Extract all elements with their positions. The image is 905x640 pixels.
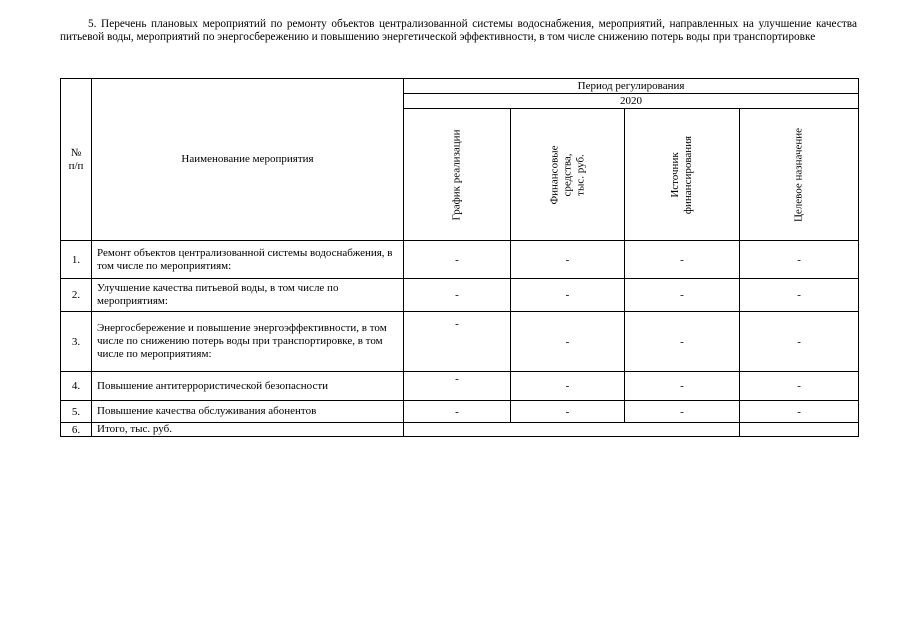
total-purpose-cell	[740, 423, 859, 437]
table-row	[61, 312, 859, 372]
row-purpose: -	[740, 372, 859, 401]
header-period-text: Период регулирования	[577, 79, 685, 92]
header-schedule-text: График реализации	[450, 129, 463, 220]
row-source: -	[625, 241, 740, 279]
header-name-text: Наименование мероприятия	[181, 153, 314, 165]
table-row	[61, 372, 859, 401]
table-row	[61, 401, 859, 423]
row-finance: -	[511, 241, 625, 279]
row-schedule: -	[404, 401, 511, 423]
row-schedule: -	[404, 312, 511, 372]
header-source	[625, 109, 740, 241]
row-source: -	[625, 372, 740, 401]
header-source-text: Источник финансирования	[669, 135, 694, 214]
row-purpose: -	[740, 312, 859, 372]
row-schedule: -	[404, 372, 511, 401]
table-row	[61, 241, 859, 279]
row-number: 4.	[61, 372, 92, 401]
row-number: 5.	[61, 401, 92, 423]
header-number	[61, 79, 92, 241]
table-row	[61, 279, 859, 312]
total-number: 6.	[61, 423, 92, 437]
row-source: -	[625, 312, 740, 372]
row-finance: -	[511, 312, 625, 372]
header-number-text: № п/п	[68, 146, 84, 172]
row-finance: -	[511, 279, 625, 312]
row-purpose: -	[740, 401, 859, 423]
row-name: Энергосбережение и повышение энергоэффективности, в том числе по снижению потерь воды при транспортировке, в том числе по мероприятиям:	[92, 312, 404, 372]
row-finance: -	[511, 372, 625, 401]
header-finance-text: Финансовые средства, тыс. руб.	[548, 144, 586, 205]
row-source: -	[625, 401, 740, 423]
row-source: -	[625, 279, 740, 312]
measures-table	[60, 78, 859, 437]
row-purpose: -	[740, 279, 859, 312]
total-label: Итого, тыс. руб.	[92, 423, 404, 437]
row-name: Повышение качества обслуживания абонентов	[92, 401, 404, 423]
row-schedule: -	[404, 279, 511, 312]
row-number: 1.	[61, 241, 92, 279]
total-row	[61, 423, 859, 437]
row-schedule: -	[404, 241, 511, 279]
total-value-cell	[404, 423, 740, 437]
row-number: 2.	[61, 279, 92, 312]
header-schedule	[404, 109, 511, 241]
row-name: Повышение антитеррористической безопасности	[92, 372, 404, 401]
section-intro-paragraph: 5. Перечень плановых мероприятий по ремонту объектов централизованной системы водоснабжения, мероприятий, направленных на улучшение качества питьевой воды, мероприятий по энергосбережению и повышению энергетической эффективности, в том числе снижению потерь воды при транспортировке	[60, 18, 857, 43]
row-purpose: -	[740, 241, 859, 279]
row-name: Улучшение качества питьевой воды, в том числе по мероприятиям:	[92, 279, 404, 312]
header-year-text: 2020	[620, 94, 643, 107]
row-finance: -	[511, 401, 625, 423]
header-period	[404, 79, 859, 94]
header-year	[404, 94, 859, 109]
header-finance	[511, 109, 625, 241]
row-name: Ремонт объектов централизованной системы водоснабжения, в том числе по мероприятиям:	[92, 241, 404, 279]
header-name	[92, 79, 404, 241]
header-purpose-text: Целевое назначение	[792, 127, 805, 222]
header-purpose	[740, 109, 859, 241]
row-number: 3.	[61, 312, 92, 372]
